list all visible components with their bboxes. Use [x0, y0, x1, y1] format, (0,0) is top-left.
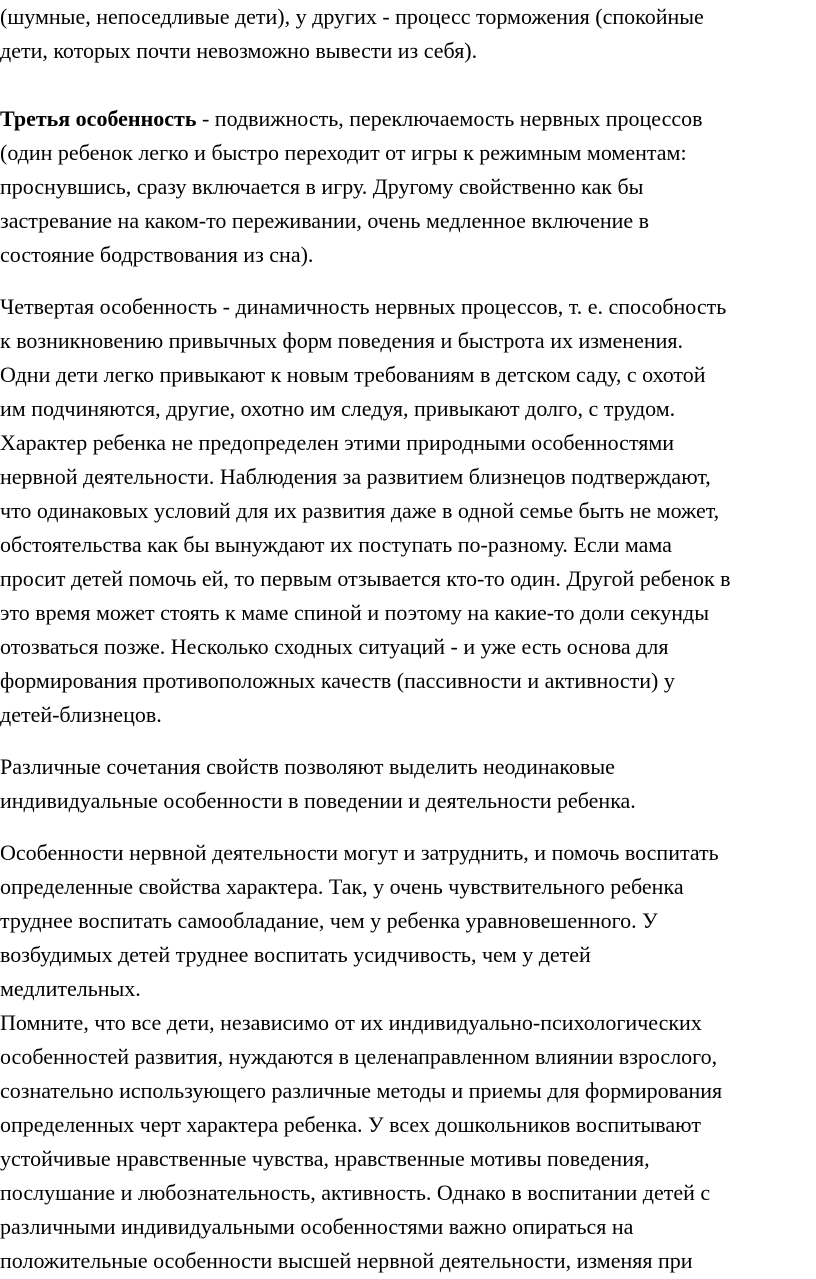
fourth-feature-line-13: детей-близнецов. — [0, 702, 162, 727]
third-feature-line-4: застревание на каком-то переживании, очень медленное включение в — [0, 208, 650, 233]
features-line-3: труднее воспитать самообладание, чем у ребенка уравновешенного. У — [0, 908, 658, 933]
third-feature-line-5: состояние бодрствования из сна). — [0, 242, 314, 267]
remember-line-2: особенностей развития, нуждаются в целенаправленном влиянии взрослого, — [0, 1044, 718, 1069]
remember-line-5: устойчивые нравственные чувства, нравственные мотивы поведения, — [0, 1146, 650, 1171]
remember-line-3: сознательно использующего различные методы и приемы для формирования — [0, 1078, 723, 1103]
remember-line-7: различными индивидуальными особенностями важно опираться на — [0, 1214, 634, 1239]
third-feature-heading: Третья особенность — [0, 106, 197, 131]
fourth-feature-line-3: Одни дети легко привыкают к новым требованиям в детском саду, с охотой — [0, 362, 706, 387]
fourth-feature-line-1: Четвертая особенность - динамичность нервных процессов, т. е. способность — [0, 294, 727, 319]
third-feature-line-1-text: - подвижность, переключаемость нервных процессов — [196, 106, 703, 131]
fourth-feature-line-6: нервной деятельности. Наблюдения за развитием близнецов подтверждают, — [0, 464, 711, 489]
third-feature-line-3: проснувшись, сразу включается в игру. Другому свойственно как бы — [0, 174, 644, 199]
remember-line-4: определенных черт характера ребенка. У всех дошкольников воспитывают — [0, 1112, 701, 1137]
fourth-feature-line-4: им подчиняются, другие, охотно им следуя, привыкают долго, с трудом. — [0, 396, 676, 421]
remember-line-1: Помните, что все дети, независимо от их индивидуально-психологических — [0, 1010, 702, 1035]
combinations-line-1: Различные сочетания свойств позволяют выделить неодинаковые — [0, 754, 615, 779]
third-feature-line-1 — [0, 102, 703, 136]
intro-line-1: (шумные, непоседливые дети), у других - процесс торможения (спокойные — [0, 4, 704, 29]
features-line-2: определенные свойства характера. Так, у очень чувствительного ребенка — [0, 874, 684, 899]
features-line-4: возбудимых детей труднее воспитать усидчивость, чем у детей — [0, 942, 591, 967]
fourth-feature-line-11: отозваться позже. Несколько сходных ситуаций - и уже есть основа для — [0, 634, 669, 659]
intro-line-2: дети, которых почти невозможно вывести из себя). — [0, 38, 478, 63]
features-line-1: Особенности нервной деятельности могут и затруднить, и помочь воспитать — [0, 840, 719, 865]
combinations-line-2: индивидуальные особенности в поведении и деятельности ребенка. — [0, 788, 636, 813]
fourth-feature-line-5: Характер ребенка не предопределен этими природными особенностями — [0, 430, 675, 455]
remember-line-8: положительные особенности высшей нервной деятельности, изменяя при — [0, 1248, 693, 1273]
remember-line-6: послушание и любознательность, активность. Однако в воспитании детей с — [0, 1180, 711, 1205]
fourth-feature-line-9: просит детей помочь ей, то первым отзывается кто-то один. Другой ребенок в — [0, 566, 731, 591]
fourth-feature-line-8: обстоятельства как бы вынуждают их поступать по-разному. Если мама — [0, 532, 672, 557]
fourth-feature-line-7: что одинаковых условий для их развития даже в одной семье быть не может, — [0, 498, 720, 523]
fourth-feature-line-2: к возникновению привычных форм поведения и быстрота их изменения. — [0, 328, 684, 353]
fourth-feature-line-10: это время может стоять к маме спиной и поэтому на какие-то доли секунды — [0, 600, 710, 625]
fourth-feature-line-12: формирования противоположных качеств (пассивности и активности) у — [0, 668, 675, 693]
third-feature-line-2: (один ребенок легко и быстро переходит от игры к режимным моментам: — [0, 140, 687, 165]
features-line-5: медлительных. — [0, 976, 141, 1001]
